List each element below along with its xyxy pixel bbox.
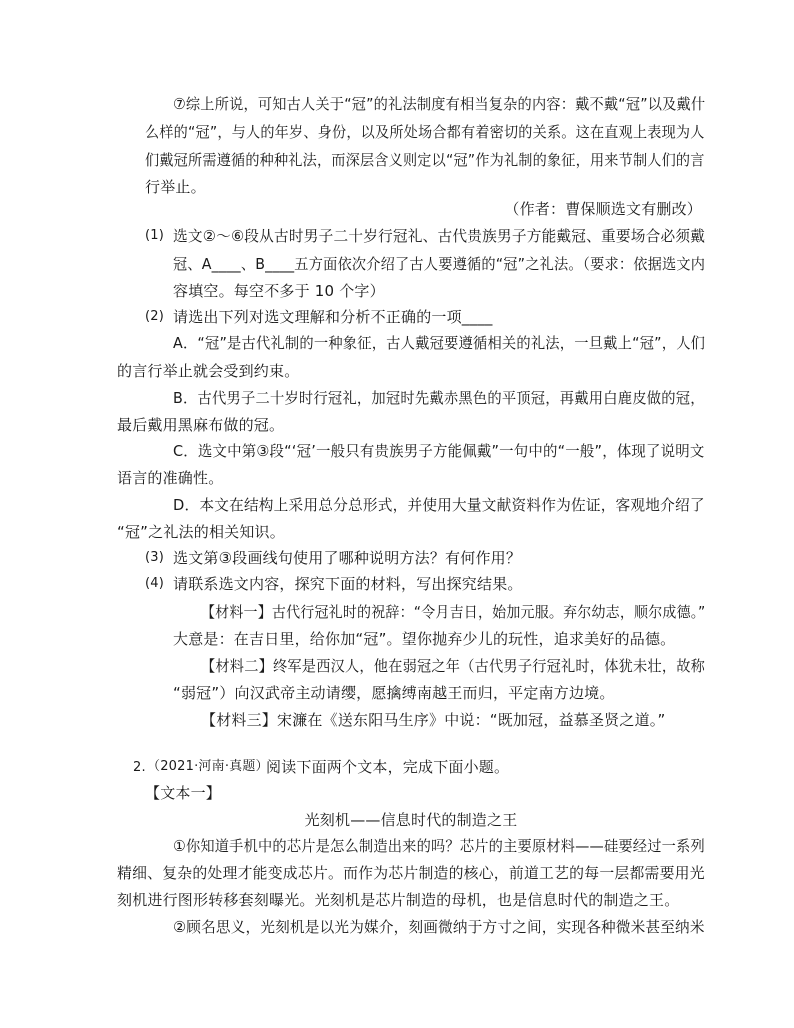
material-3-line-1: 【材料三】宋濂在《送东阳马生序》中说：“既加冠，益慕圣贤之道。” (201, 711, 666, 729)
option-a-line-2: 的言行举止就会受到约束。 (117, 362, 300, 380)
option-d-line-2: “冠”之礼法的相关知识。 (117, 523, 285, 541)
option-b-line-1: B．古代男子二十岁时行冠礼，加冠时先戴赤黑色的平顶冠，再戴用白鹿皮做的冠， (173, 389, 705, 407)
article-paragraph-1-line-3: 刻机进行图形转移套刻曝光。光刻机是芯片制造的母机，也是信息时代的制造之王。 (117, 891, 680, 909)
paragraph-7-line-2: 么样的“冠”，与人的年岁、身份，以及所处场合都有着密切的关系。这在直观上表现为人 (145, 123, 705, 141)
option-a-line-1: A．“冠”是古代礼制的一种象征，古人戴冠要遵循相关的礼法，一旦戴上“冠”，人们 (173, 334, 706, 352)
question-3-number: (3) (145, 550, 165, 565)
material-2-line-1: 【材料二】终军是西汉人，他在弱冠之年（古代男子行冠礼时，体犹未壮，故称 (201, 657, 706, 675)
question-3-text: 选文第③段画线句使用了哪种说明方法？有何作用？ (173, 549, 522, 567)
option-c-line-2: 语言的准确性。 (117, 469, 224, 487)
article-paragraph-2-line-1: ②顾名思义，光刻机是以光为媒介，刻画微纳于方寸之间，实现各种微米甚至纳米 (173, 918, 705, 936)
problem-2-instruction: 阅读下面两个文本，完成下面小题。 (266, 758, 510, 776)
article-title: 光刻机——信息时代的制造之王 (304, 811, 518, 829)
text-1-label: 【文本一】 (145, 784, 222, 802)
question-2-number: (2) (145, 309, 165, 324)
material-1-line-1: 【材料一】古代行冠礼时的祝辞：“令月吉日，始加元服。弃尔幼志，顺尔成德。” (201, 603, 706, 621)
problem-2-number: 2. (133, 760, 146, 775)
question-1-line-3: 容填空。每空不多于 10 个字） (173, 282, 385, 300)
question-1-line-1: 选文②～⑥段从古时男子二十岁行冠礼、古代贵族男子方能戴冠、重要场合必须戴 (173, 227, 706, 245)
article-paragraph-1-line-2: 精细、复杂的处理才能变成芯片。而作为芯片制造的核心，前道工艺的每一层都需要用光 (117, 864, 705, 882)
option-b-line-2: 最后戴用黑麻布做的冠。 (117, 416, 285, 434)
option-c-line-1: C．选文中第③段“‘冠’一般只有贵族男子方能佩戴”一句中的“一般”，体现了说明文 (173, 442, 705, 460)
question-4-number: (4) (145, 576, 165, 591)
question-1-line-2: 冠、A____、B____五方面依次介绍了古人要遵循的“冠”之礼法。（要求：依据选文内 (173, 255, 706, 273)
paragraph-7-line-1: ⑦综上所说，可知古人关于“冠”的礼法制度有相当复杂的内容：戴不戴“冠”以及戴什 (173, 95, 706, 113)
material-1-line-2: 大意是：在吉日里，给你加“冠”。望你抛弃少儿的玩性，追求美好的品德。 (173, 630, 676, 648)
question-2-stem: 请选出下列对选文理解和分析不正确的一项____ (173, 308, 493, 326)
article-paragraph-1-line-1: ①你知道手机中的芯片是怎么制造出来的吗？芯片的主要原材料——硅要经过一系列 (173, 837, 705, 855)
question-1-number: (1) (145, 228, 165, 243)
option-d-line-1: D．本文在结构上采用总分总形式，并使用大量文献资料作为佐证，客观地介绍了 (173, 496, 705, 514)
material-2-line-2: “弱冠”）向汉武帝主动请缨，愿擒缚南越王而归，平定南方边境。 (173, 684, 615, 702)
paragraph-7-line-4: 行举止。 (145, 178, 206, 196)
paragraph-7-line-3: 们戴冠所需遵循的种种礼法，而深层含义则定以“冠”作为礼制的象征，用来节制人们的言 (145, 151, 705, 169)
problem-2-source: （2021·河南·真题） (147, 759, 269, 774)
author-note: （作者：曹保顺选文有删改） (504, 200, 702, 218)
question-4-text: 请联系选文内容，探究下面的材料，写出探究结果。 (173, 575, 523, 593)
